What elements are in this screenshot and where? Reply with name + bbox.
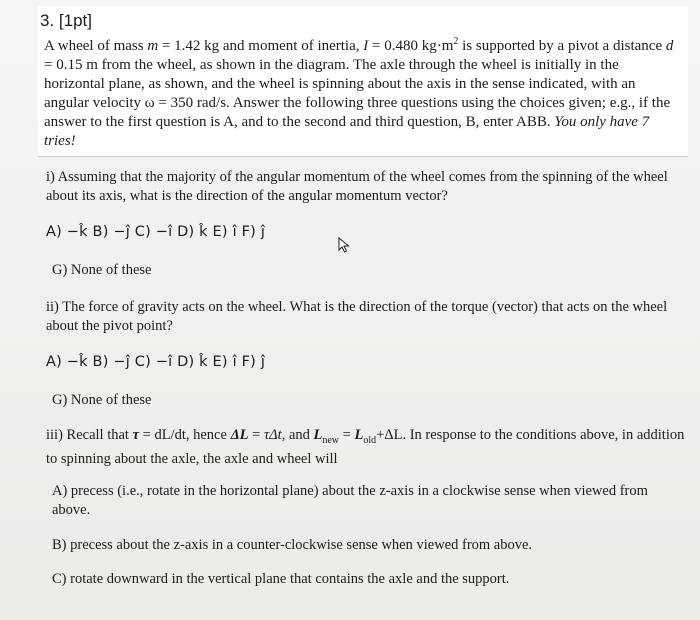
part-iii-option-c: C) rotate downward in the vertical plane that contains the axle and the support. — [52, 571, 510, 587]
part-ii-prompt: ii) The force of gravity acts on the wheel. What is the direction of the torque (vector) that acts on the wheel about the pivot point? — [46, 299, 668, 334]
statement-text: = 1.42 kg and moment of inertia, — [158, 38, 364, 54]
equals: = — [139, 427, 155, 443]
tries-note: You only have 7 tries! — [44, 114, 650, 149]
part-iii-prompt — [46, 426, 686, 469]
equals: = — [248, 427, 264, 443]
part-i-none-choice: G) None of these — [52, 262, 152, 278]
part-i-prompt: i) Assuming that the majority of the angular momentum of the wheel comes from the spinning of the wheel about its axis, what is the direction of the angular momentum vector? — [46, 169, 668, 204]
statement-text: = 0.480 kg·m — [368, 38, 454, 54]
prompt-text: iii) Recall that — [46, 427, 133, 443]
statement-text: = 0.15 m from the wheel, as shown in the diagram. The axle through the wheel is initially in the horizontal plane, as shown, and the wheel is spinning about the axis in the sense indicated, with an angular velocity ω = 350 rad/s. Answer the following three questions using the choices given; e.g., if the answer to the first question is A, and to the second and third question, B, enter ABB. — [44, 57, 671, 130]
var-d: d — [665, 38, 674, 54]
prompt-text: , hence — [185, 427, 231, 443]
problem-statement — [44, 32, 682, 151]
var-I: I — [363, 38, 369, 54]
question-number: 3. [1pt] — [40, 11, 92, 30]
expr-plus-deltaL: +ΔL — [376, 427, 403, 443]
expr-tau-dt: τΔt — [263, 427, 282, 443]
var-m: m — [147, 38, 159, 54]
statement-text: is supported by a pivot a distance — [458, 38, 666, 54]
part-iii-option-b: B) precess about the z-axis in a counter-clockwise sense when viewed from above. — [52, 537, 533, 553]
var-L-new: L — [313, 427, 323, 443]
part-iii-option-a: A) precess (i.e., rotate in the horizontal plane) about the z-axis in a clockwise sense when viewed from above. — [52, 483, 648, 518]
equals: = — [339, 427, 355, 443]
mouse-pointer-icon — [338, 237, 352, 253]
section-divider — [38, 156, 688, 157]
part-ii-choices: A) −k̂ B) −ĵ C) −î D) k̂ E) î F) ĵ — [46, 354, 266, 370]
statement-text: A wheel of mass — [44, 38, 148, 54]
subscript-new: new — [322, 434, 340, 446]
exponent: 2 — [453, 36, 459, 47]
question-header — [38, 6, 688, 157]
part-ii-none-choice: G) None of these — [52, 392, 152, 408]
prompt-text: . In response to the conditions above, in addition to spinning about the axle, the axle and wheel will — [46, 427, 685, 467]
var-deltaL: ΔL — [230, 427, 249, 443]
subscript-old: old — [363, 434, 377, 446]
var-tau: τ — [132, 427, 140, 443]
var-L-old: L — [354, 427, 364, 443]
expr-dLdt: dL/dt — [154, 427, 186, 443]
prompt-text: , and — [281, 427, 314, 443]
part-i-choices: A) −k̂ B) −ĵ C) −î D) k̂ E) î F) ĵ — [46, 224, 266, 240]
